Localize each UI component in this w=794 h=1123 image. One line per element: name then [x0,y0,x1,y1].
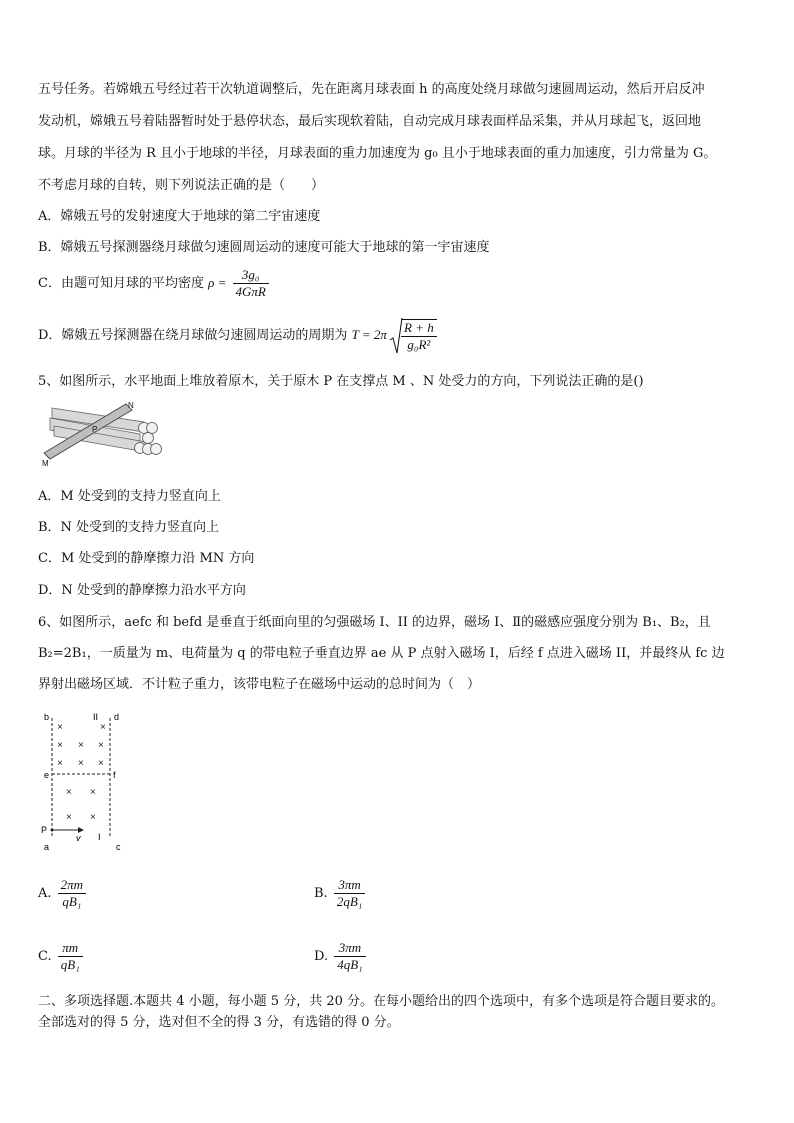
q6-option-b-denominator: 2qB₁ [336,894,363,909]
fig6-label-v: v [76,833,81,843]
q6-stem-line-1: 6、如图所示，aefc 和 befd 是垂直于纸面向里的匀强磁场 I、II 的边界，磁场 I、Ⅱ的磁感应强度分别为 B₁、B₂，且 [38,615,711,630]
q4-option-c-lhs: ρ = [208,275,227,290]
q4-option-c-numerator: 3g₀ [233,267,269,284]
fig6-label-p: P [41,825,48,835]
q4-option-d [38,315,439,356]
q6-option-d [314,940,368,973]
q4-option-c-text: C．由题可知月球的平均密度 [38,276,204,291]
svg-text:×: × [90,787,96,798]
q6-option-c-numerator: πm [58,940,83,957]
q4-stem-line-3: 球。月球的半径为 R 且小于地球的半径，月球表面的重力加速度为 g₀ 且小于地球表面的重力加速度，引力常量为 G。 [38,146,717,161]
section-2-instructions-line-1: 二、多项选择题.本题共 4 小题，每小题 5 分，共 20 分。在每小题给出的四个选项中，有多个选项是符合题目要求的。 [38,994,725,1009]
fig6-label-d: d [114,712,120,722]
q6-option-d-label: D. [314,949,329,964]
q6-stem-line-3: 界射出磁场区域．不计粒子重力，该带电粒子在磁场中运动的总时间为（ ） [38,677,481,692]
q6-option-d-fraction [334,940,365,973]
q6-option-d-numerator: 3πm [334,940,365,957]
q4-option-d-denominator: g₀R² [407,336,431,352]
svg-text:×: × [98,758,104,769]
q6-option-c-label: C. [38,949,52,964]
q6-option-d-denominator: 4qB₁ [337,957,363,972]
field-i-marks [66,787,96,823]
fig6-label-f: f [113,770,116,780]
fig6-label-c: c [116,842,121,852]
q4-option-a: A．嫦娥五号的发射速度大于地球的第二宇宙速度 [38,209,321,224]
svg-text:×: × [100,722,106,733]
q5-stem: 5、如图所示，水平地面上堆放着原木，关于原木 P 在支撑点 M 、N 处受力的方向，下列说法正确的是() [38,374,644,389]
svg-text:×: × [78,740,84,751]
section-2-instructions-line-2: 全部选对的得 5 分，选对但不全的得 3 分，有选错的得 0 分。 [38,1015,400,1030]
q6-option-a [38,877,88,910]
svg-text:×: × [90,812,96,823]
svg-text:×: × [98,740,104,751]
svg-text:×: × [66,787,72,798]
q6-option-b-numerator: 3πm [334,877,365,894]
q6-option-c-denominator: qB₁ [60,957,80,972]
q6-stem-line-2: B₂=2B₁，一质量为 m、电荷量为 q 的带电粒子垂直边界 ae 从 P 点射入磁场 I，后经 f 点进入磁场 II，并最终从 fc 边 [38,646,725,661]
arrow-head-icon [78,827,84,833]
q6-option-a-numerator: 2πm [58,877,86,894]
svg-text:×: × [57,722,63,733]
q6-option-b-label: B. [314,886,328,901]
q4-option-d-numerator: R + h [401,320,437,337]
svg-text:×: × [66,812,72,823]
q5-option-a: A．M 处受到的支持力竖直向上 [38,489,221,504]
q5-option-c: C．M 处受到的静摩擦力沿 MN 方向 [38,551,255,566]
q4-option-b: B．嫦娥五号探测器绕月球做匀速圆周运动的速度可能大于地球的第一宇宙速度 [38,240,490,255]
fig6-label-a: a [44,842,50,852]
q4-option-d-lhs: T = 2π [351,327,387,342]
logs-figure [40,398,164,468]
q4-option-d-text: D．嫦娥五号探测器在绕月球做匀速圆周运动的周期为 [38,328,348,343]
fig6-label-ii: II [93,712,99,722]
q6-option-a-denominator: qB₁ [62,894,82,909]
field-ii-marks [57,722,106,769]
fig6-label-e: e [44,770,50,780]
svg-text:×: × [57,740,63,751]
fig5-label-n: N [128,401,134,410]
fig5-label-p: P [92,425,98,434]
q4-option-c-denominator: 4GπR [235,284,266,299]
q4-option-c-fraction [233,267,269,300]
fig6-label-b: b [44,712,50,722]
svg-text:×: × [78,758,84,769]
q4-stem-line-2: 发动机，嫦娥五号着陆器暂时处于悬停状态，最后实现软着陆，自动完成月球表面样品采集，并从月球起飞，返回地 [38,114,702,129]
q6-option-a-label: A. [38,886,52,901]
q6-option-b-fraction [334,877,365,910]
q5-option-d: D．N 处受到的静摩擦力沿水平方向 [38,583,246,598]
magnetic-field-figure [38,710,130,852]
q6-option-b [314,877,367,910]
q6-option-c-fraction [58,940,83,973]
q6-option-c [38,940,85,973]
q6-option-a-fraction [58,877,86,910]
q4-stem-line-1: 五号任务。若嫦娥五号经过若干次轨道调整后，先在距离月球表面 h 的高度处绕月球做匀速圆周运动，然后开启反冲 [38,82,705,97]
q4-option-d-fraction [401,319,437,353]
q4-stem-line-4: 不考虑月球的自转，则下列说法正确的是（ ） [38,178,325,193]
fig5-label-m: M [42,459,49,468]
svg-text:×: × [57,758,63,769]
q4-option-c [38,265,271,302]
fig6-label-i: I [98,832,101,842]
q5-option-b: B．N 处受到的支持力竖直向上 [38,520,220,535]
